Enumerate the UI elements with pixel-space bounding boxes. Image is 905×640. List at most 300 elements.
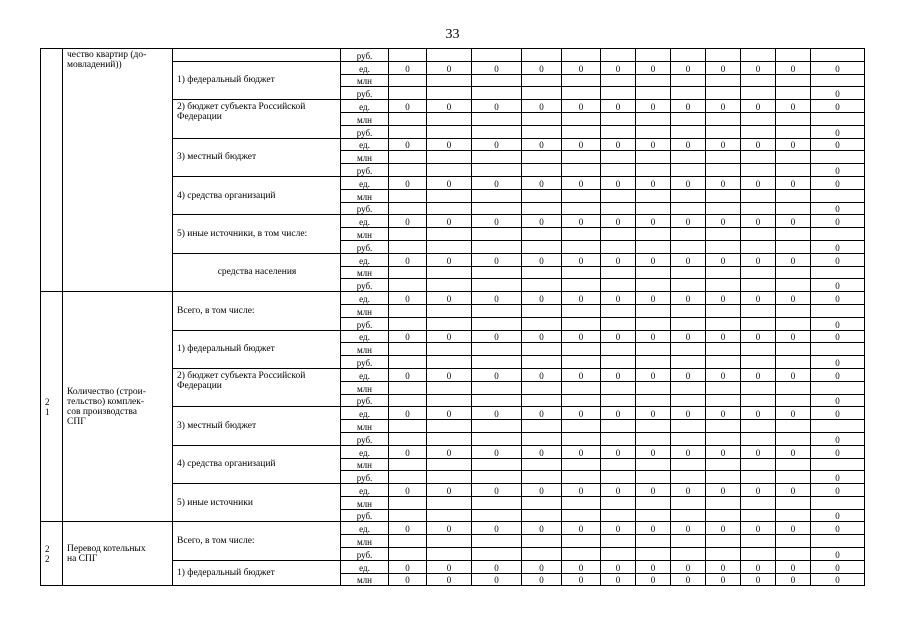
mln-value-cell [562, 535, 601, 548]
rub-value-cell [741, 164, 776, 177]
ed-value-cell: 0 [472, 368, 522, 381]
source-label: 4) средства организаций [173, 445, 341, 483]
mln-value-cell [472, 304, 522, 317]
ed-value-cell: 0 [427, 330, 472, 343]
ed-value-cell: 0 [472, 484, 522, 497]
ed-value-cell: 0 [472, 330, 522, 343]
ed-value-cell: 0 [427, 176, 472, 189]
mln-value-cell [427, 535, 472, 548]
unit-cell: млн [341, 343, 389, 356]
ed-value-cell: 0 [776, 484, 811, 497]
value-cell: 0 [522, 560, 562, 573]
mln-value-cell [389, 266, 427, 279]
source-label: 1) федеральный бюджет [173, 330, 341, 368]
value-cell: 0 [706, 573, 741, 586]
ed-value-cell: 0 [811, 253, 865, 266]
rub-value-cell: 0 [811, 279, 865, 292]
ed-value-cell: 0 [636, 368, 671, 381]
source-label: средства населения [173, 253, 341, 291]
ed-value-cell: 0 [389, 61, 427, 74]
rub-value-cell [776, 432, 811, 445]
unit-cell: руб. [341, 202, 389, 215]
mln-value-cell [776, 535, 811, 548]
rub-value-cell [427, 356, 472, 369]
mln-value-cell [671, 535, 706, 548]
rub-value-cell [472, 394, 522, 407]
ed-value-cell: 0 [706, 522, 741, 535]
ed-value-cell: 0 [741, 330, 776, 343]
mln-value-cell [636, 151, 671, 164]
ed-value-cell: 0 [472, 138, 522, 151]
unit-cell: млн [341, 496, 389, 509]
ed-value-cell: 0 [671, 138, 706, 151]
rub-value-cell [522, 279, 562, 292]
rub-value-cell [706, 509, 741, 522]
mln-value-cell [522, 74, 562, 87]
ed-value-cell: 0 [562, 445, 601, 458]
rub-value-cell [522, 125, 562, 138]
value-cell [636, 49, 671, 62]
mln-value-cell [776, 343, 811, 356]
rub-value-cell [562, 240, 601, 253]
value-cell: 0 [706, 560, 741, 573]
unit-cell: руб. [341, 317, 389, 330]
mln-value-cell [601, 535, 636, 548]
rub-value-cell [427, 394, 472, 407]
rub-value-cell [522, 164, 562, 177]
mln-value-cell [671, 266, 706, 279]
ed-value-cell: 0 [601, 484, 636, 497]
ed-value-cell: 0 [811, 61, 865, 74]
mln-value-cell [472, 112, 522, 125]
ed-value-cell: 0 [389, 407, 427, 420]
source-label: 3) местный бюджет [173, 407, 341, 445]
ed-value-cell: 0 [811, 292, 865, 305]
rub-value-cell [671, 548, 706, 561]
ed-value-cell: 0 [522, 138, 562, 151]
rub-value-cell [671, 471, 706, 484]
ed-value-cell: 0 [776, 176, 811, 189]
rub-value-cell [389, 356, 427, 369]
ed-value-cell: 0 [522, 292, 562, 305]
mln-value-cell [636, 74, 671, 87]
ed-value-cell: 0 [427, 138, 472, 151]
ed-value-cell: 0 [671, 100, 706, 113]
rub-value-cell [741, 125, 776, 138]
unit-cell: ед. [341, 176, 389, 189]
rub-value-cell [706, 202, 741, 215]
mln-value-cell [741, 228, 776, 241]
rub-value-cell [671, 164, 706, 177]
mln-value-cell [427, 343, 472, 356]
mln-value-cell [706, 304, 741, 317]
mln-value-cell [811, 74, 865, 87]
mln-value-cell [522, 496, 562, 509]
source-label: 5) иные источники, в том числе: [173, 215, 341, 253]
rub-value-cell [741, 240, 776, 253]
rub-value-cell [741, 509, 776, 522]
rub-value-cell [389, 317, 427, 330]
rub-value-cell [776, 394, 811, 407]
ed-value-cell: 0 [811, 368, 865, 381]
value-cell [671, 49, 706, 62]
mln-value-cell [472, 535, 522, 548]
mln-value-cell [671, 112, 706, 125]
rub-value-cell [562, 471, 601, 484]
rub-value-cell [636, 432, 671, 445]
mln-value-cell [776, 458, 811, 471]
mln-value-cell [472, 151, 522, 164]
mln-value-cell [776, 74, 811, 87]
mln-value-cell [706, 381, 741, 394]
value-cell: 0 [389, 560, 427, 573]
value-cell [472, 49, 522, 62]
rub-value-cell [562, 202, 601, 215]
unit-cell: млн [341, 112, 389, 125]
unit-cell: руб. [341, 164, 389, 177]
ed-value-cell: 0 [601, 445, 636, 458]
rub-value-cell [706, 548, 741, 561]
value-cell: 0 [671, 560, 706, 573]
value-cell [389, 49, 427, 62]
mln-value-cell [811, 496, 865, 509]
mln-value-cell [562, 304, 601, 317]
rub-value-cell [389, 509, 427, 522]
rub-value-cell [776, 87, 811, 100]
source-label: 2) бюджет субъекта Российской Федерации [173, 100, 341, 138]
mln-value-cell [472, 343, 522, 356]
ed-value-cell: 0 [389, 176, 427, 189]
mln-value-cell [741, 74, 776, 87]
value-cell: 0 [472, 573, 522, 586]
mln-value-cell [389, 74, 427, 87]
row-number: 2 1 [41, 292, 63, 522]
mln-value-cell [741, 189, 776, 202]
rub-value-cell [601, 125, 636, 138]
mln-value-cell [522, 535, 562, 548]
ed-value-cell: 0 [427, 253, 472, 266]
ed-value-cell: 0 [472, 176, 522, 189]
section-21-group-0-row-ed [41, 292, 865, 305]
mln-value-cell [562, 228, 601, 241]
mln-value-cell [671, 496, 706, 509]
ed-value-cell: 0 [427, 445, 472, 458]
value-cell: 0 [562, 573, 601, 586]
rub-value-cell [741, 317, 776, 330]
rub-value-cell [636, 87, 671, 100]
ed-value-cell: 0 [472, 445, 522, 458]
unit-cell: руб. [341, 548, 389, 561]
ed-value-cell: 0 [741, 484, 776, 497]
mln-value-cell [741, 266, 776, 279]
ed-value-cell: 0 [389, 100, 427, 113]
mln-value-cell [427, 458, 472, 471]
mln-value-cell [389, 304, 427, 317]
rub-value-cell: 0 [811, 125, 865, 138]
rub-value-cell [601, 279, 636, 292]
unit-cell: руб. [341, 509, 389, 522]
rub-value-cell [706, 87, 741, 100]
rub-value-cell [671, 87, 706, 100]
value-cell: 0 [636, 560, 671, 573]
ed-value-cell: 0 [811, 138, 865, 151]
rub-value-cell: 0 [811, 471, 865, 484]
rub-value-cell [741, 202, 776, 215]
ed-value-cell: 0 [706, 330, 741, 343]
rub-value-cell: 0 [811, 87, 865, 100]
mln-value-cell [427, 420, 472, 433]
unit-cell: ед. [341, 407, 389, 420]
mln-value-cell [636, 266, 671, 279]
rub-value-cell [741, 471, 776, 484]
mln-value-cell [671, 189, 706, 202]
ed-value-cell: 0 [706, 445, 741, 458]
ed-value-cell: 0 [472, 407, 522, 420]
mln-value-cell [472, 381, 522, 394]
ed-value-cell: 0 [636, 407, 671, 420]
rub-value-cell [562, 432, 601, 445]
ed-value-cell: 0 [427, 484, 472, 497]
source-label: 2) бюджет субъекта Российской Федерации [173, 368, 341, 406]
value-cell: 0 [601, 560, 636, 573]
mln-value-cell [562, 189, 601, 202]
unit-cell: руб. [341, 279, 389, 292]
value-cell: 0 [389, 573, 427, 586]
rub-value-cell [741, 279, 776, 292]
unit-cell: млн [341, 573, 389, 586]
ed-value-cell: 0 [562, 253, 601, 266]
ed-value-cell: 0 [472, 100, 522, 113]
rub-value-cell [706, 394, 741, 407]
ed-value-cell: 0 [811, 330, 865, 343]
section-22-group-0-row-ed [41, 522, 865, 535]
ed-value-cell: 0 [636, 215, 671, 228]
mln-value-cell [671, 304, 706, 317]
rub-value-cell [636, 125, 671, 138]
value-cell: 0 [776, 560, 811, 573]
unit-cell: млн [341, 304, 389, 317]
mln-value-cell [706, 266, 741, 279]
mln-value-cell [636, 304, 671, 317]
ed-value-cell: 0 [389, 522, 427, 535]
mln-value-cell [522, 189, 562, 202]
unit-cell: руб. [341, 240, 389, 253]
rub-value-cell: 0 [811, 317, 865, 330]
unit-cell: руб. [341, 87, 389, 100]
unit-cell: руб. [341, 49, 389, 62]
unit-cell: млн [341, 535, 389, 548]
ed-value-cell: 0 [636, 176, 671, 189]
mln-value-cell [522, 381, 562, 394]
unit-cell: млн [341, 420, 389, 433]
mln-value-cell [811, 112, 865, 125]
rub-value-cell [389, 394, 427, 407]
rub-value-cell [522, 471, 562, 484]
unit-cell: руб. [341, 125, 389, 138]
rub-value-cell [776, 202, 811, 215]
rub-value-cell [706, 164, 741, 177]
ed-value-cell: 0 [562, 368, 601, 381]
ed-value-cell: 0 [741, 407, 776, 420]
ed-value-cell: 0 [811, 484, 865, 497]
ed-value-cell: 0 [671, 61, 706, 74]
ed-value-cell: 0 [636, 292, 671, 305]
mln-value-cell [776, 266, 811, 279]
rub-value-cell [671, 240, 706, 253]
mln-value-cell [427, 496, 472, 509]
rub-value-cell [706, 356, 741, 369]
rub-value-cell [706, 125, 741, 138]
page-number: 33 [445, 27, 460, 42]
mln-value-cell [811, 458, 865, 471]
ed-value-cell: 0 [601, 176, 636, 189]
mln-value-cell [636, 420, 671, 433]
value-cell: 0 [601, 573, 636, 586]
ed-value-cell: 0 [776, 522, 811, 535]
ed-value-cell: 0 [472, 61, 522, 74]
rub-value-cell [776, 279, 811, 292]
rub-value-cell [601, 471, 636, 484]
mln-value-cell [562, 112, 601, 125]
rub-value-cell [562, 548, 601, 561]
value-cell [741, 49, 776, 62]
rub-value-cell [741, 432, 776, 445]
mln-value-cell [706, 343, 741, 356]
row-name: Количество (строи- тельство) комплек- сов производства СПГ [63, 292, 173, 522]
rub-value-cell [562, 394, 601, 407]
mln-value-cell [522, 420, 562, 433]
mln-value-cell [522, 304, 562, 317]
mln-value-cell [472, 420, 522, 433]
budget-table [40, 48, 865, 586]
ed-value-cell: 0 [741, 176, 776, 189]
mln-value-cell [811, 381, 865, 394]
ed-value-cell: 0 [472, 522, 522, 535]
source-label: 5) иные источники [173, 484, 341, 522]
mln-value-cell [741, 151, 776, 164]
mln-value-cell [601, 343, 636, 356]
ed-value-cell: 0 [776, 61, 811, 74]
ed-value-cell: 0 [671, 522, 706, 535]
rub-value-cell [522, 202, 562, 215]
mln-value-cell [706, 496, 741, 509]
value-cell: 0 [472, 560, 522, 573]
mln-value-cell [389, 458, 427, 471]
unit-cell: ед. [341, 330, 389, 343]
mln-value-cell [562, 496, 601, 509]
mln-value-cell [776, 151, 811, 164]
value-cell: 0 [811, 573, 865, 586]
ed-value-cell: 0 [741, 522, 776, 535]
unit-cell: руб. [341, 471, 389, 484]
mln-value-cell [636, 458, 671, 471]
rub-value-cell [522, 240, 562, 253]
ed-value-cell: 0 [427, 215, 472, 228]
ed-value-cell: 0 [389, 368, 427, 381]
rub-value-cell [741, 394, 776, 407]
mln-value-cell [671, 381, 706, 394]
rub-value-cell [636, 356, 671, 369]
unit-cell: млн [341, 381, 389, 394]
rub-value-cell [562, 317, 601, 330]
rub-value-cell [389, 125, 427, 138]
rub-value-cell [671, 279, 706, 292]
ed-value-cell: 0 [776, 330, 811, 343]
rub-value-cell [776, 509, 811, 522]
mln-value-cell [389, 420, 427, 433]
ed-value-cell: 0 [741, 138, 776, 151]
rub-value-cell [671, 356, 706, 369]
mln-value-cell [636, 535, 671, 548]
rub-value-cell [636, 317, 671, 330]
mln-value-cell [389, 112, 427, 125]
ed-value-cell: 0 [427, 368, 472, 381]
mln-value-cell [427, 228, 472, 241]
ed-value-cell: 0 [522, 368, 562, 381]
rub-value-cell [522, 317, 562, 330]
ed-value-cell: 0 [562, 292, 601, 305]
value-cell: 0 [776, 573, 811, 586]
mln-value-cell [601, 304, 636, 317]
rub-value-cell [427, 432, 472, 445]
mln-value-cell [811, 535, 865, 548]
mln-value-cell [562, 74, 601, 87]
ed-value-cell: 0 [562, 138, 601, 151]
rub-value-cell: 0 [811, 240, 865, 253]
mln-value-cell [811, 343, 865, 356]
unit-cell: ед. [341, 445, 389, 458]
rub-value-cell [472, 471, 522, 484]
ed-value-cell: 0 [427, 292, 472, 305]
unit-cell: млн [341, 74, 389, 87]
rub-value-cell [671, 509, 706, 522]
mln-value-cell [522, 343, 562, 356]
ed-value-cell: 0 [522, 484, 562, 497]
rub-value-cell [601, 164, 636, 177]
source-label: Всего, в том числе: [173, 522, 341, 560]
mln-value-cell [811, 420, 865, 433]
mln-value-cell [671, 458, 706, 471]
ed-value-cell: 0 [427, 61, 472, 74]
ed-value-cell: 0 [562, 176, 601, 189]
rub-value-cell [472, 240, 522, 253]
rub-value-cell [601, 509, 636, 522]
mln-value-cell [472, 189, 522, 202]
rub-value-cell [389, 202, 427, 215]
rub-value-cell [671, 394, 706, 407]
mln-value-cell [741, 458, 776, 471]
mln-value-cell [671, 420, 706, 433]
value-cell: 0 [741, 560, 776, 573]
ed-value-cell: 0 [636, 522, 671, 535]
rub-value-cell [601, 432, 636, 445]
rub-value-cell [427, 317, 472, 330]
ed-value-cell: 0 [636, 330, 671, 343]
value-cell [706, 49, 741, 62]
ed-value-cell: 0 [522, 253, 562, 266]
ed-value-cell: 0 [562, 484, 601, 497]
rub-value-cell [562, 87, 601, 100]
rub-value-cell [427, 548, 472, 561]
ed-value-cell: 0 [776, 445, 811, 458]
rub-value-cell [671, 432, 706, 445]
value-cell [811, 49, 865, 62]
ed-value-cell: 0 [601, 330, 636, 343]
mln-value-cell [811, 266, 865, 279]
ed-value-cell: 0 [811, 407, 865, 420]
ed-value-cell: 0 [706, 253, 741, 266]
rub-value-cell [472, 548, 522, 561]
